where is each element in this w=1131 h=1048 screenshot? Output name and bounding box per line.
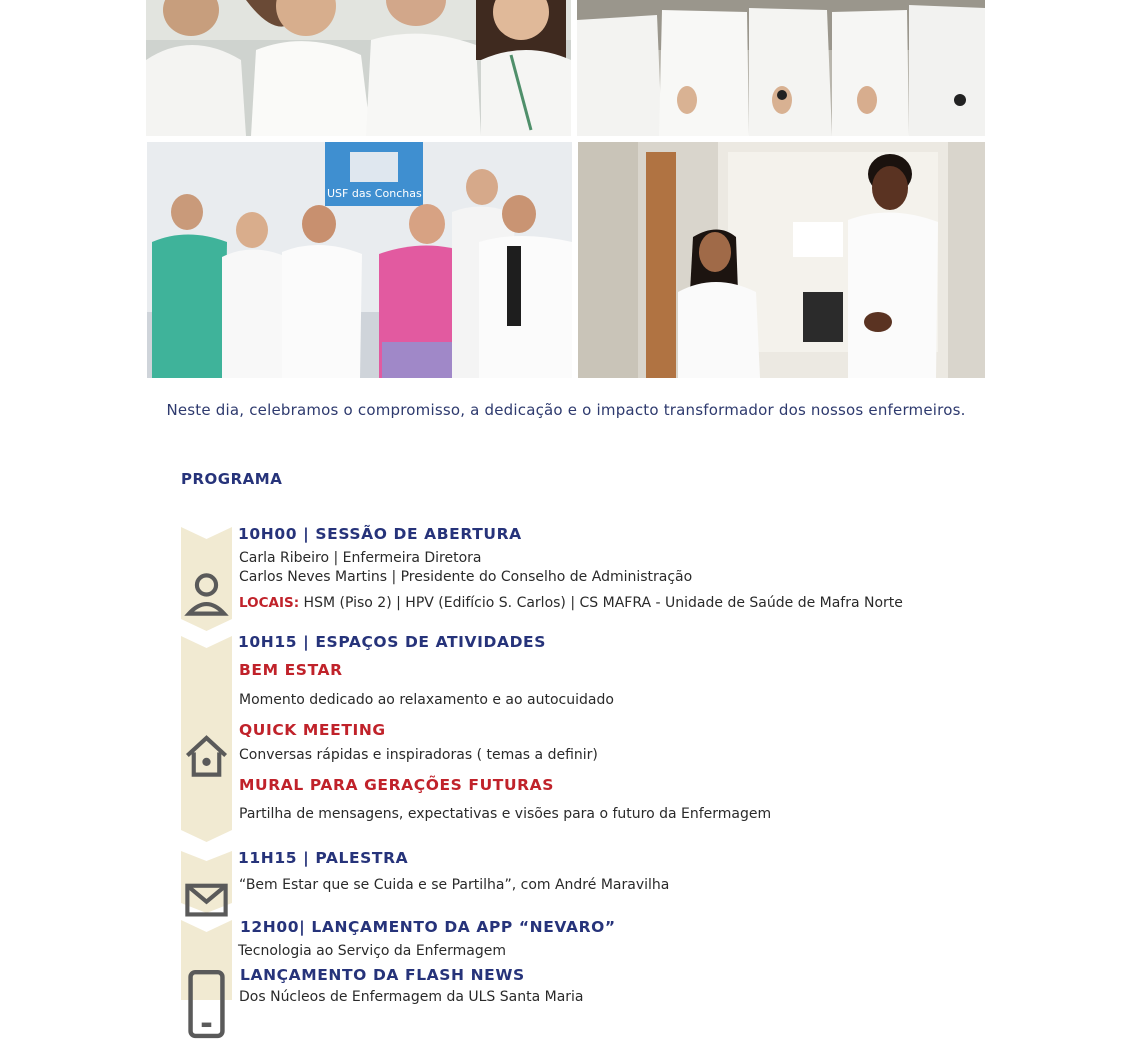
home-icon xyxy=(181,730,232,785)
item-4-heading: 12H00| LANÇAMENTO DA APP “NEVARO” xyxy=(240,918,616,936)
quick-meeting-title: QUICK MEETING xyxy=(239,721,386,739)
item-1-line-1: Carla Ribeiro | Enfermeira Diretora xyxy=(239,550,482,566)
tagline: Neste dia, celebramos o compromisso, a dedicação e o impacto transformador dos nossos enfermeiros. xyxy=(166,401,966,419)
mural-text: Partilha de mensagens, expectativas e visões para o futuro da Enfermagem xyxy=(239,806,772,822)
user-icon xyxy=(181,569,232,624)
timeline-marker-2 xyxy=(181,636,232,842)
timeline-marker-3 xyxy=(181,851,232,913)
bem-estar-title: BEM ESTAR xyxy=(239,661,343,679)
item-3-heading: 11H15 | PALESTRA xyxy=(238,849,409,867)
usf-sign-label: USF das Conchas xyxy=(327,187,422,200)
flash-news-heading: LANÇAMENTO DA FLASH NEWS xyxy=(240,966,525,984)
photo-nurses-group-2 xyxy=(577,0,985,136)
item-4-line-1: Tecnologia ao Serviço da Enfermagem xyxy=(238,943,506,959)
phone-icon xyxy=(181,964,232,1048)
locais-label: LOCAIS: xyxy=(239,595,300,611)
timeline-marker-4 xyxy=(181,920,232,1000)
item-1-locais xyxy=(239,595,903,611)
item-3-line-1: “Bem Estar que se Cuida e se Partilha”, com André Maravilha xyxy=(239,877,670,893)
programa-title: PROGRAMA xyxy=(181,470,283,488)
mural-title: MURAL PARA GERAÇÕES FUTURAS xyxy=(239,776,555,794)
photo-nurses-corridor xyxy=(578,142,985,378)
timeline-marker-1 xyxy=(181,527,232,631)
item-2-heading: 10H15 | ESPAÇOS DE ATIVIDADES xyxy=(238,633,546,651)
bem-estar-text: Momento dedicado ao relaxamento e ao autocuidado xyxy=(239,692,614,708)
item-1-line-2: Carlos Neves Martins | Presidente do Conselho de Administração xyxy=(239,569,693,585)
locais-text: HSM (Piso 2) | HPV (Edifício S. Carlos) | CS MAFRA - Unidade de Saúde de Mafra Norte xyxy=(299,595,903,611)
item-1-heading: 10H00 | SESSÃO DE ABERTURA xyxy=(238,525,522,543)
photo-nurses-group-1 xyxy=(146,0,571,136)
photo-usf-conchas-team xyxy=(147,142,572,378)
flash-news-line: Dos Núcleos de Enfermagem da ULS Santa Maria xyxy=(239,989,584,1005)
quick-meeting-text: Conversas rápidas e inspiradoras ( temas a definir) xyxy=(239,747,598,763)
